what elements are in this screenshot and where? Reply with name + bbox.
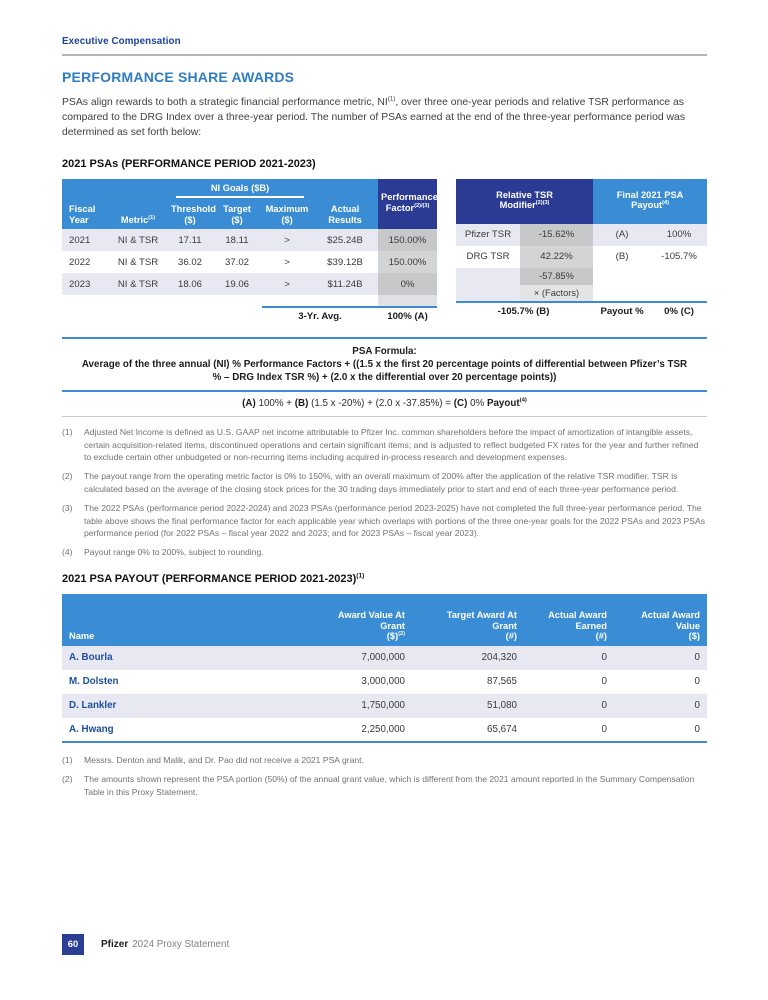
breadcrumb: Executive Compensation [62, 36, 181, 47]
col-award-value-at-grant: Award Value At Grant ($)$^{(2)}$ [272, 594, 412, 646]
page-number-badge: 60 [62, 934, 84, 955]
payout-footnotes [62, 754, 707, 798]
col-actual-award-value: Actual Award Value ($) [614, 594, 707, 646]
psa-tables-row [62, 179, 707, 324]
col-actual-results: Actual Results [312, 202, 378, 229]
psa-table-heading: 2021 PSAs (PERFORMANCE PERIOD 2021-2023) [62, 157, 316, 170]
spacer-row [62, 295, 437, 307]
table-row: 2021 NI & TSR 17.11 18.11 > $25.24B 150.00% [62, 229, 437, 251]
modifier-total: -105.7% (B) [456, 302, 593, 318]
col-relative-tsr-modifier: Relative TSR Modifier$^{(2)(3)}$ [456, 179, 593, 224]
header-divider [62, 54, 707, 56]
intro-text: PSAs align rewards to both a strategic financial performance metric, NI [62, 97, 388, 108]
footer-brand: Pfizer [101, 939, 129, 950]
table-row: × (Factors) [456, 285, 707, 302]
col-threshold: Threshold ($) [168, 202, 212, 229]
three-year-avg-value: 100% (A) [378, 307, 437, 323]
table-row: M. Dolsten 3,000,000 87,565 0 0 [62, 670, 707, 694]
col-target-award-at-grant: Target Award At Grant (#) [412, 594, 524, 646]
payout-table-heading: 2021 PSA PAYOUT (PERFORMANCE PERIOD 2021-2023)$^{(1)}$ [62, 572, 365, 585]
col-target: Target ($) [212, 202, 262, 229]
intro-paragraph [62, 95, 707, 141]
psa-performance-table [62, 179, 437, 324]
table-row: A. Bourla 7,000,000 204,320 0 0 [62, 646, 707, 670]
col-name: Name [62, 594, 272, 646]
col-maximum: Maximum ($) [262, 202, 312, 229]
page-footer [62, 934, 229, 955]
table-row: 2023 NI & TSR 18.06 19.06 > $11.24B 0% [62, 273, 437, 295]
table-row: DRG TSR 42.22% (B) -105.7% [456, 246, 707, 268]
footnote: (1) Messrs. Denton and Malik, and Dr. Pao did not receive a 2021 PSA grant. [62, 754, 364, 765]
table-footer-row [456, 302, 707, 318]
footnote: (3) The 2022 PSAs (performance period 2022-2024) and 2023 PSAs (performance period 2023-2025) have not completed the full three-year performance period. The table above shows the final performance factor for each applicable year which overlaps with portions of the three one-year goals for the 2022 PSAs and 2023 PSAs performance period (for 2022 PSAs – fiscal year 2022 and 2023; and for 2023 PSAs – fiscal year 2023). [62, 503, 706, 538]
header-spacer [62, 179, 168, 203]
formula-calculation: (A) 100% + (B) (1.5 x -20%) + (2.0 x -37.85%) = (C) 0% Payout$^{(4)}$ [62, 390, 707, 417]
table-footer-row [62, 307, 437, 323]
psa-payout-table [62, 594, 707, 743]
formula-title: PSA Formula: [352, 346, 417, 358]
table-row: -57.85% [456, 268, 707, 285]
footer-text [101, 939, 229, 950]
footnote-ref: (1) [387, 95, 396, 103]
payout-label: Payout % [593, 302, 651, 318]
intro-text-cont: , over three one-year periods and relative TSR performance as compared to the DRG Index over a three-year period. The number of PSAs earned at the end of the three-year performance period was determined as set forth below: [62, 97, 686, 139]
col-actual-award-earned: Actual Award Earned (#) [524, 594, 614, 646]
psa-footnotes [62, 426, 707, 559]
footnote: (4) Payout range 0% to 200%, subject to rounding. [62, 547, 264, 558]
table-row: A. Hwang 2,250,000 65,674 0 0 [62, 718, 707, 742]
three-year-avg-label: 3-Yr. Avg. [262, 307, 378, 323]
table-row: Pfizer TSR -15.62% (A) 100% [456, 224, 707, 246]
psa-formula-box [62, 337, 707, 417]
header-spacer [312, 179, 378, 203]
table-row: D. Lankler 1,750,000 51,080 0 0 [62, 694, 707, 718]
footnote: (1) Adjusted Net Income is defined as U.S. GAAP net income attributable to Pfizer Inc. common shareholders before the impact of amortization of intangible assets, certain acquisition-related items, discontinued operations and certain significant items; and is adjusted to reflect budgeted FX rates for the year and further refined to exclude certain other unbudgeted or non-recurring items including acquired in-process research and development expenses. [62, 427, 699, 462]
table-row: 2022 NI & TSR 36.02 37.02 > $39.12B 150.00% [62, 251, 437, 273]
formula-body: Average of the three annual (NI) % Performance Factors + ((1.5 x the first 20 percentage points of differential between Pfizer’s TSR % – DRG Index TSR %) + (2.0 x the differential over 20 percentage points)) [81, 359, 688, 384]
col-fiscal-year: Fiscal Year [62, 202, 108, 229]
footnote: (2) The amounts shown represent the PSA portion (50%) of the annual grant value, which is different from the 2021 amount reported in the Summary Compensation Table in this Proxy Statement. [62, 774, 695, 797]
ni-goals-group-header: NI Goals ($B) [168, 179, 312, 203]
payout-value: 0% (C) [651, 302, 707, 318]
page-title: PERFORMANCE SHARE AWARDS [62, 69, 295, 85]
footnote: (2) The payout range from the operating metric factor is 0% to 150%, with an overall maximum of 200% after the application of the relative TSR modifier. TSR is calculated based on the average of the closing stock prices for the 30 trading days immediately prior to start and end of each three-year performance period. [62, 471, 679, 494]
col-final-psa-payout: Final 2021 PSA Payout$^{(4)}$ [593, 179, 707, 224]
col-metric: Metric$^{(1)}$ [108, 202, 168, 229]
tsr-modifier-table [456, 179, 707, 318]
footer-brand-suffix: 2024 Proxy Statement [132, 939, 230, 950]
col-performance-factor: Performance Factor$^{(2)/(3)}$ [378, 179, 437, 230]
